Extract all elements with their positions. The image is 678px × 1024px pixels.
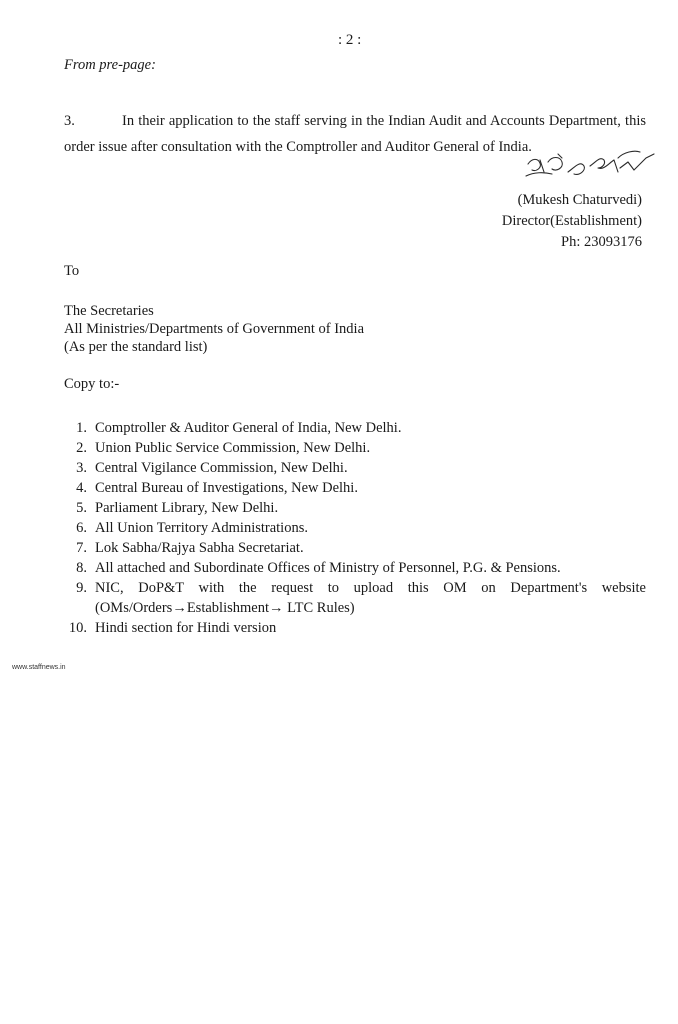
paragraph-number: 3. bbox=[64, 113, 75, 129]
page-number: : 2 : bbox=[338, 32, 362, 48]
list-item-text: Parliament Library, New Delhi. bbox=[95, 500, 279, 516]
list-item bbox=[64, 538, 646, 558]
signatory-designation: Director(Establishment) bbox=[501, 213, 642, 229]
list-item-number: 2. bbox=[76, 440, 87, 456]
list-item-text: All Union Territory Administrations. bbox=[95, 520, 308, 536]
signatory-name: (Mukesh Chaturvedi) bbox=[517, 192, 642, 208]
list-item-number: 5. bbox=[76, 500, 87, 516]
list-item-number: 7. bbox=[76, 540, 87, 556]
list-item-text bbox=[95, 578, 646, 618]
list-item-text: Hindi section for Hindi version bbox=[95, 620, 277, 636]
list-item bbox=[64, 578, 646, 618]
list-item bbox=[64, 618, 646, 638]
list-item-number: 9. bbox=[76, 580, 87, 596]
list-item-line: (OMs/Orders→Establishment→ LTC Rules) bbox=[95, 600, 355, 616]
list-item-text: All attached and Subordinate Offices of Ministry of Personnel, P.G. & Pensions. bbox=[95, 560, 561, 576]
to-label: To bbox=[64, 263, 80, 279]
list-item-number: 3. bbox=[76, 460, 87, 476]
paragraph-text: In their application to the staff serving in the Indian Audit and Accounts Department, this order issue after consultation with the Comptroller and Auditor General of India. bbox=[64, 113, 646, 155]
addressee-block bbox=[64, 302, 364, 356]
list-item bbox=[64, 438, 646, 458]
list-item bbox=[64, 418, 646, 438]
list-item bbox=[64, 458, 646, 478]
list-item-number: 4. bbox=[76, 480, 87, 496]
list-item-text: Lok Sabha/Rajya Sabha Secretariat. bbox=[95, 540, 304, 556]
signatory-phone: Ph: 23093176 bbox=[561, 234, 642, 250]
copy-to-list bbox=[64, 418, 646, 638]
addressee-line: All Ministries/Departments of Government of India bbox=[64, 321, 365, 337]
addressee-line: (As per the standard list) bbox=[64, 339, 208, 355]
list-item-text: Central Vigilance Commission, New Delhi. bbox=[95, 460, 348, 476]
list-item-text: Union Public Service Commission, New Delhi. bbox=[95, 440, 371, 456]
list-item-number: 6. bbox=[76, 520, 87, 536]
signatory-block bbox=[502, 190, 642, 253]
from-pre-page-note: From pre-page: bbox=[64, 57, 156, 73]
list-item-number: 1. bbox=[76, 420, 87, 436]
list-item bbox=[64, 498, 646, 518]
list-item bbox=[64, 518, 646, 538]
handwritten-signature bbox=[522, 142, 662, 190]
watermark-url: www.staffnews.in bbox=[12, 664, 66, 671]
list-item bbox=[64, 478, 646, 498]
list-item-text: Central Bureau of Investigations, New Delhi. bbox=[95, 480, 358, 496]
list-item bbox=[64, 558, 646, 578]
copy-to-label: Copy to:- bbox=[64, 376, 120, 392]
list-item-number: 10. bbox=[68, 620, 87, 636]
addressee-line: The Secretaries bbox=[64, 303, 154, 319]
list-item-number: 8. bbox=[76, 560, 87, 576]
list-item-line: NIC, DoP&T with the request to upload this OM on Department's website bbox=[95, 580, 646, 596]
list-item-text: Comptroller & Auditor General of India, New Delhi. bbox=[95, 420, 402, 436]
